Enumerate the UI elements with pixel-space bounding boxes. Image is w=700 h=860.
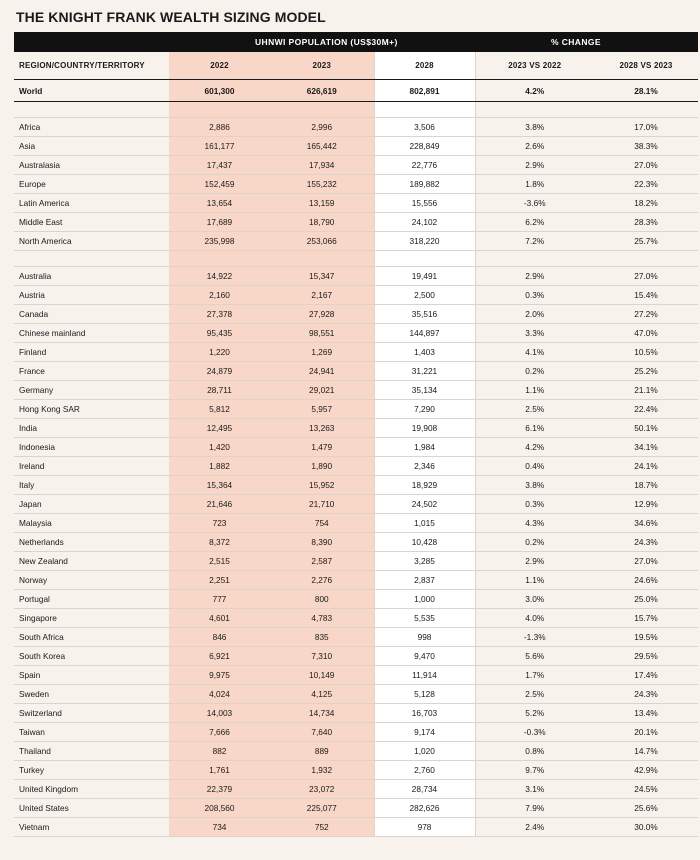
change-2028-vs-2023: 12.9% bbox=[594, 495, 698, 514]
value-2023: 27,928 bbox=[270, 305, 374, 324]
country-row bbox=[14, 780, 698, 799]
row-label: Thailand bbox=[14, 742, 169, 761]
row-label bbox=[14, 102, 169, 118]
change-2028-vs-2023: 17.0% bbox=[594, 118, 698, 137]
value-2028: 15,556 bbox=[374, 194, 475, 213]
value-2028: 28,734 bbox=[374, 780, 475, 799]
change-2023-vs-2022: 0.2% bbox=[475, 533, 594, 552]
table-body bbox=[14, 52, 698, 837]
change-2023-vs-2022: 4.2% bbox=[475, 438, 594, 457]
value-2022: 152,459 bbox=[169, 175, 270, 194]
change-2023-vs-2022: 0.3% bbox=[475, 495, 594, 514]
value-2023: 752 bbox=[270, 818, 374, 837]
column-header-2028: 2028 bbox=[374, 52, 475, 80]
change-2028-vs-2023: 24.3% bbox=[594, 685, 698, 704]
country-row bbox=[14, 400, 698, 419]
value-2022: 6,921 bbox=[169, 647, 270, 666]
value-2022: 882 bbox=[169, 742, 270, 761]
country-row bbox=[14, 818, 698, 837]
value-2022: 1,761 bbox=[169, 761, 270, 780]
value-2023: 4,783 bbox=[270, 609, 374, 628]
value-2028: 7,290 bbox=[374, 400, 475, 419]
value-2022: 723 bbox=[169, 514, 270, 533]
value-2023: 18,790 bbox=[270, 213, 374, 232]
country-row bbox=[14, 438, 698, 457]
section-spacer bbox=[14, 251, 698, 267]
change-2028-vs-2023: 22.4% bbox=[594, 400, 698, 419]
row-label: Austria bbox=[14, 286, 169, 305]
row-label: Vietnam bbox=[14, 818, 169, 837]
value-2023: 15,952 bbox=[270, 476, 374, 495]
change-2028-vs-2023: 21.1% bbox=[594, 381, 698, 400]
change-2023-vs-2022: 3.0% bbox=[475, 590, 594, 609]
row-label: Ireland bbox=[14, 457, 169, 476]
value-2022: 13,654 bbox=[169, 194, 270, 213]
change-2028-vs-2023: 42.9% bbox=[594, 761, 698, 780]
country-row bbox=[14, 742, 698, 761]
value-2023: 835 bbox=[270, 628, 374, 647]
value-2023: 626,619 bbox=[270, 80, 374, 102]
value-2022: 5,812 bbox=[169, 400, 270, 419]
row-label: Canada bbox=[14, 305, 169, 324]
value-2028: 31,221 bbox=[374, 362, 475, 381]
row-label: Australia bbox=[14, 267, 169, 286]
row-label: Hong Kong SAR bbox=[14, 400, 169, 419]
value-2028: 9,470 bbox=[374, 647, 475, 666]
value-2023: 5,957 bbox=[270, 400, 374, 419]
value-2028: 22,776 bbox=[374, 156, 475, 175]
row-label: Indonesia bbox=[14, 438, 169, 457]
value-2023: 10,149 bbox=[270, 666, 374, 685]
region-row bbox=[14, 194, 698, 213]
value-2028: 3,506 bbox=[374, 118, 475, 137]
country-row bbox=[14, 761, 698, 780]
row-label: World bbox=[14, 80, 169, 102]
value-2022: 161,177 bbox=[169, 137, 270, 156]
change-2028-vs-2023: 30.0% bbox=[594, 818, 698, 837]
change-2028-vs-2023: 10.5% bbox=[594, 343, 698, 362]
region-row bbox=[14, 137, 698, 156]
value-2022: 28,711 bbox=[169, 381, 270, 400]
value-2028: 24,102 bbox=[374, 213, 475, 232]
country-row bbox=[14, 286, 698, 305]
value-2022: 235,998 bbox=[169, 232, 270, 251]
value-2022: 17,689 bbox=[169, 213, 270, 232]
value-2023 bbox=[270, 102, 374, 118]
row-label: Singapore bbox=[14, 609, 169, 628]
change-2023-vs-2022: 4.3% bbox=[475, 514, 594, 533]
value-2023: 98,551 bbox=[270, 324, 374, 343]
country-row bbox=[14, 628, 698, 647]
value-2023: 21,710 bbox=[270, 495, 374, 514]
value-2023: 800 bbox=[270, 590, 374, 609]
change-2028-vs-2023: 24.1% bbox=[594, 457, 698, 476]
change-2023-vs-2022: 4.0% bbox=[475, 609, 594, 628]
change-2028-vs-2023: 19.5% bbox=[594, 628, 698, 647]
value-2028: 1,984 bbox=[374, 438, 475, 457]
value-2028: 1,403 bbox=[374, 343, 475, 362]
value-2028: 978 bbox=[374, 818, 475, 837]
change-2028-vs-2023: 47.0% bbox=[594, 324, 698, 343]
country-row bbox=[14, 457, 698, 476]
change-2023-vs-2022: 2.9% bbox=[475, 267, 594, 286]
row-label: Europe bbox=[14, 175, 169, 194]
value-2022: 21,646 bbox=[169, 495, 270, 514]
change-2023-vs-2022: 2.9% bbox=[475, 552, 594, 571]
value-2023: 23,072 bbox=[270, 780, 374, 799]
change-2023-vs-2022: 5.2% bbox=[475, 704, 594, 723]
change-2028-vs-2023 bbox=[594, 102, 698, 118]
row-label: Latin America bbox=[14, 194, 169, 213]
row-label: United Kingdom bbox=[14, 780, 169, 799]
value-2023: 2,276 bbox=[270, 571, 374, 590]
value-2022: 4,601 bbox=[169, 609, 270, 628]
change-2028-vs-2023: 24.6% bbox=[594, 571, 698, 590]
change-2023-vs-2022: 4.1% bbox=[475, 343, 594, 362]
country-row bbox=[14, 552, 698, 571]
change-2023-vs-2022: 7.2% bbox=[475, 232, 594, 251]
value-2028 bbox=[374, 102, 475, 118]
country-row bbox=[14, 495, 698, 514]
wealth-table bbox=[14, 52, 698, 837]
value-2023: 24,941 bbox=[270, 362, 374, 381]
change-2023-vs-2022: 3.3% bbox=[475, 324, 594, 343]
country-row bbox=[14, 419, 698, 438]
value-2028: 189,882 bbox=[374, 175, 475, 194]
row-label: Asia bbox=[14, 137, 169, 156]
country-row bbox=[14, 362, 698, 381]
change-2023-vs-2022: 2.5% bbox=[475, 685, 594, 704]
value-2023: 13,159 bbox=[270, 194, 374, 213]
country-row bbox=[14, 704, 698, 723]
country-row bbox=[14, 666, 698, 685]
value-2022: 17,437 bbox=[169, 156, 270, 175]
value-2028: 18,929 bbox=[374, 476, 475, 495]
change-2028-vs-2023: 50.1% bbox=[594, 419, 698, 438]
value-2022: 14,003 bbox=[169, 704, 270, 723]
value-2022: 12,495 bbox=[169, 419, 270, 438]
change-2023-vs-2022: -3.6% bbox=[475, 194, 594, 213]
value-2022: 14,922 bbox=[169, 267, 270, 286]
page-title: THE KNIGHT FRANK WEALTH SIZING MODEL bbox=[16, 9, 326, 25]
value-2022: 95,435 bbox=[169, 324, 270, 343]
change-2028-vs-2023: 14.7% bbox=[594, 742, 698, 761]
row-label: Turkey bbox=[14, 761, 169, 780]
value-2023: 2,996 bbox=[270, 118, 374, 137]
population-group-header: UHNWI POPULATION (US$30M+) bbox=[255, 37, 398, 47]
value-2023: 7,640 bbox=[270, 723, 374, 742]
value-2028 bbox=[374, 251, 475, 267]
value-2028: 19,908 bbox=[374, 419, 475, 438]
value-2028: 10,428 bbox=[374, 533, 475, 552]
change-2023-vs-2022: 3.1% bbox=[475, 780, 594, 799]
value-2023: 754 bbox=[270, 514, 374, 533]
value-2028: 318,220 bbox=[374, 232, 475, 251]
value-2028: 35,516 bbox=[374, 305, 475, 324]
country-row bbox=[14, 305, 698, 324]
value-2022: 601,300 bbox=[169, 80, 270, 102]
value-2023: 889 bbox=[270, 742, 374, 761]
row-label: Norway bbox=[14, 571, 169, 590]
change-2028-vs-2023: 25.6% bbox=[594, 799, 698, 818]
region-row bbox=[14, 118, 698, 137]
change-2023-vs-2022: 0.3% bbox=[475, 286, 594, 305]
row-label: New Zealand bbox=[14, 552, 169, 571]
country-row bbox=[14, 685, 698, 704]
column-header-region: REGION/COUNTRY/TERRITORY bbox=[14, 52, 169, 80]
section-spacer bbox=[14, 102, 698, 118]
change-2028-vs-2023 bbox=[594, 251, 698, 267]
change-2028-vs-2023: 25.2% bbox=[594, 362, 698, 381]
change-2023-vs-2022: 0.4% bbox=[475, 457, 594, 476]
value-2023 bbox=[270, 251, 374, 267]
change-2023-vs-2022: 3.8% bbox=[475, 476, 594, 495]
world-row bbox=[14, 80, 698, 102]
value-2028: 998 bbox=[374, 628, 475, 647]
group-header-bar bbox=[14, 32, 698, 52]
value-2028: 19,491 bbox=[374, 267, 475, 286]
value-2023: 17,934 bbox=[270, 156, 374, 175]
value-2023: 1,932 bbox=[270, 761, 374, 780]
value-2028: 5,535 bbox=[374, 609, 475, 628]
value-2022: 2,160 bbox=[169, 286, 270, 305]
row-label: Germany bbox=[14, 381, 169, 400]
row-label: South Korea bbox=[14, 647, 169, 666]
row-label: Africa bbox=[14, 118, 169, 137]
change-2028-vs-2023: 34.6% bbox=[594, 514, 698, 533]
value-2028: 3,285 bbox=[374, 552, 475, 571]
region-row bbox=[14, 156, 698, 175]
country-row bbox=[14, 723, 698, 742]
change-2028-vs-2023: 28.3% bbox=[594, 213, 698, 232]
value-2028: 2,837 bbox=[374, 571, 475, 590]
row-label: Middle East bbox=[14, 213, 169, 232]
value-2023: 155,232 bbox=[270, 175, 374, 194]
value-2023: 14,734 bbox=[270, 704, 374, 723]
change-2028-vs-2023: 15.7% bbox=[594, 609, 698, 628]
country-row bbox=[14, 476, 698, 495]
value-2022: 1,882 bbox=[169, 457, 270, 476]
value-2022: 27,378 bbox=[169, 305, 270, 324]
column-header-row bbox=[14, 52, 698, 80]
value-2023: 1,479 bbox=[270, 438, 374, 457]
column-header-2028-vs-2023: 2028 VS 2023 bbox=[594, 52, 698, 80]
change-2023-vs-2022: -1.3% bbox=[475, 628, 594, 647]
value-2023: 15,347 bbox=[270, 267, 374, 286]
change-2028-vs-2023: 20.1% bbox=[594, 723, 698, 742]
country-row bbox=[14, 647, 698, 666]
country-row bbox=[14, 609, 698, 628]
change-2028-vs-2023: 18.7% bbox=[594, 476, 698, 495]
country-row bbox=[14, 343, 698, 362]
value-2028: 282,626 bbox=[374, 799, 475, 818]
change-2023-vs-2022: 4.2% bbox=[475, 80, 594, 102]
value-2028: 2,346 bbox=[374, 457, 475, 476]
value-2028: 35,134 bbox=[374, 381, 475, 400]
change-2023-vs-2022: 2.4% bbox=[475, 818, 594, 837]
country-row bbox=[14, 267, 698, 286]
row-label: Taiwan bbox=[14, 723, 169, 742]
row-label: North America bbox=[14, 232, 169, 251]
value-2028: 16,703 bbox=[374, 704, 475, 723]
value-2022: 4,024 bbox=[169, 685, 270, 704]
change-2023-vs-2022: 2.6% bbox=[475, 137, 594, 156]
change-2023-vs-2022: 9.7% bbox=[475, 761, 594, 780]
row-label: Malaysia bbox=[14, 514, 169, 533]
change-2023-vs-2022: 6.2% bbox=[475, 213, 594, 232]
value-2022: 846 bbox=[169, 628, 270, 647]
change-2023-vs-2022: 1.7% bbox=[475, 666, 594, 685]
change-2023-vs-2022: 3.8% bbox=[475, 118, 594, 137]
value-2023: 13,263 bbox=[270, 419, 374, 438]
value-2022: 22,379 bbox=[169, 780, 270, 799]
row-label: Sweden bbox=[14, 685, 169, 704]
value-2022: 24,879 bbox=[169, 362, 270, 381]
change-2023-vs-2022: 2.0% bbox=[475, 305, 594, 324]
change-2023-vs-2022: 6.1% bbox=[475, 419, 594, 438]
value-2023: 1,269 bbox=[270, 343, 374, 362]
value-2022: 208,560 bbox=[169, 799, 270, 818]
change-2028-vs-2023: 25.0% bbox=[594, 590, 698, 609]
change-2028-vs-2023: 27.0% bbox=[594, 267, 698, 286]
value-2023: 8,390 bbox=[270, 533, 374, 552]
change-2023-vs-2022: 0.8% bbox=[475, 742, 594, 761]
change-2028-vs-2023: 27.0% bbox=[594, 552, 698, 571]
country-row bbox=[14, 324, 698, 343]
row-label: Switzerland bbox=[14, 704, 169, 723]
value-2022: 1,420 bbox=[169, 438, 270, 457]
value-2022 bbox=[169, 251, 270, 267]
value-2028: 144,897 bbox=[374, 324, 475, 343]
row-label: Chinese mainland bbox=[14, 324, 169, 343]
value-2022: 9,975 bbox=[169, 666, 270, 685]
country-row bbox=[14, 514, 698, 533]
change-2028-vs-2023: 15.4% bbox=[594, 286, 698, 305]
row-label: Portugal bbox=[14, 590, 169, 609]
column-header-2023: 2023 bbox=[270, 52, 374, 80]
value-2023: 165,442 bbox=[270, 137, 374, 156]
country-row bbox=[14, 571, 698, 590]
value-2022 bbox=[169, 102, 270, 118]
value-2022: 1,220 bbox=[169, 343, 270, 362]
row-label: United States bbox=[14, 799, 169, 818]
column-header-2023-vs-2022: 2023 VS 2022 bbox=[475, 52, 594, 80]
row-label: France bbox=[14, 362, 169, 381]
value-2028: 228,849 bbox=[374, 137, 475, 156]
change-2028-vs-2023: 24.5% bbox=[594, 780, 698, 799]
value-2028: 2,760 bbox=[374, 761, 475, 780]
value-2022: 2,251 bbox=[169, 571, 270, 590]
change-2028-vs-2023: 28.1% bbox=[594, 80, 698, 102]
value-2022: 7,666 bbox=[169, 723, 270, 742]
country-row bbox=[14, 590, 698, 609]
change-2028-vs-2023: 18.2% bbox=[594, 194, 698, 213]
change-2023-vs-2022 bbox=[475, 102, 594, 118]
country-row bbox=[14, 799, 698, 818]
change-2028-vs-2023: 24.3% bbox=[594, 533, 698, 552]
value-2022: 8,372 bbox=[169, 533, 270, 552]
value-2023: 4,125 bbox=[270, 685, 374, 704]
change-2023-vs-2022: 1.1% bbox=[475, 381, 594, 400]
row-label: Japan bbox=[14, 495, 169, 514]
change-2023-vs-2022: 7.9% bbox=[475, 799, 594, 818]
change-2023-vs-2022: 2.5% bbox=[475, 400, 594, 419]
value-2028: 11,914 bbox=[374, 666, 475, 685]
change-2028-vs-2023: 29.5% bbox=[594, 647, 698, 666]
value-2022: 734 bbox=[169, 818, 270, 837]
row-label: Australasia bbox=[14, 156, 169, 175]
region-row bbox=[14, 232, 698, 251]
change-2023-vs-2022 bbox=[475, 251, 594, 267]
value-2028: 1,020 bbox=[374, 742, 475, 761]
value-2028: 802,891 bbox=[374, 80, 475, 102]
value-2028: 9,174 bbox=[374, 723, 475, 742]
value-2028: 1,015 bbox=[374, 514, 475, 533]
value-2023: 253,066 bbox=[270, 232, 374, 251]
value-2022: 15,364 bbox=[169, 476, 270, 495]
country-row bbox=[14, 533, 698, 552]
change-2028-vs-2023: 25.7% bbox=[594, 232, 698, 251]
change-2023-vs-2022: 0.2% bbox=[475, 362, 594, 381]
change-2028-vs-2023: 13.4% bbox=[594, 704, 698, 723]
country-row bbox=[14, 381, 698, 400]
change-2028-vs-2023: 34.1% bbox=[594, 438, 698, 457]
row-label: Spain bbox=[14, 666, 169, 685]
value-2028: 1,000 bbox=[374, 590, 475, 609]
change-2023-vs-2022: 2.9% bbox=[475, 156, 594, 175]
row-label: Finland bbox=[14, 343, 169, 362]
region-row bbox=[14, 213, 698, 232]
value-2023: 2,587 bbox=[270, 552, 374, 571]
change-group-header: % CHANGE bbox=[551, 37, 601, 47]
region-row bbox=[14, 175, 698, 194]
row-label: South Africa bbox=[14, 628, 169, 647]
change-2023-vs-2022: 1.8% bbox=[475, 175, 594, 194]
value-2023: 7,310 bbox=[270, 647, 374, 666]
value-2022: 2,886 bbox=[169, 118, 270, 137]
change-2023-vs-2022: 1.1% bbox=[475, 571, 594, 590]
row-label: India bbox=[14, 419, 169, 438]
row-label bbox=[14, 251, 169, 267]
value-2023: 225,077 bbox=[270, 799, 374, 818]
change-2028-vs-2023: 38.3% bbox=[594, 137, 698, 156]
value-2028: 24,502 bbox=[374, 495, 475, 514]
value-2023: 1,890 bbox=[270, 457, 374, 476]
change-2023-vs-2022: -0.3% bbox=[475, 723, 594, 742]
row-label: Italy bbox=[14, 476, 169, 495]
change-2028-vs-2023: 27.2% bbox=[594, 305, 698, 324]
change-2023-vs-2022: 5.6% bbox=[475, 647, 594, 666]
change-2028-vs-2023: 17.4% bbox=[594, 666, 698, 685]
value-2028: 2,500 bbox=[374, 286, 475, 305]
change-2028-vs-2023: 22.3% bbox=[594, 175, 698, 194]
column-header-2022: 2022 bbox=[169, 52, 270, 80]
value-2028: 5,128 bbox=[374, 685, 475, 704]
value-2023: 29,021 bbox=[270, 381, 374, 400]
value-2023: 2,167 bbox=[270, 286, 374, 305]
change-2028-vs-2023: 27.0% bbox=[594, 156, 698, 175]
value-2022: 777 bbox=[169, 590, 270, 609]
value-2022: 2,515 bbox=[169, 552, 270, 571]
row-label: Netherlands bbox=[14, 533, 169, 552]
